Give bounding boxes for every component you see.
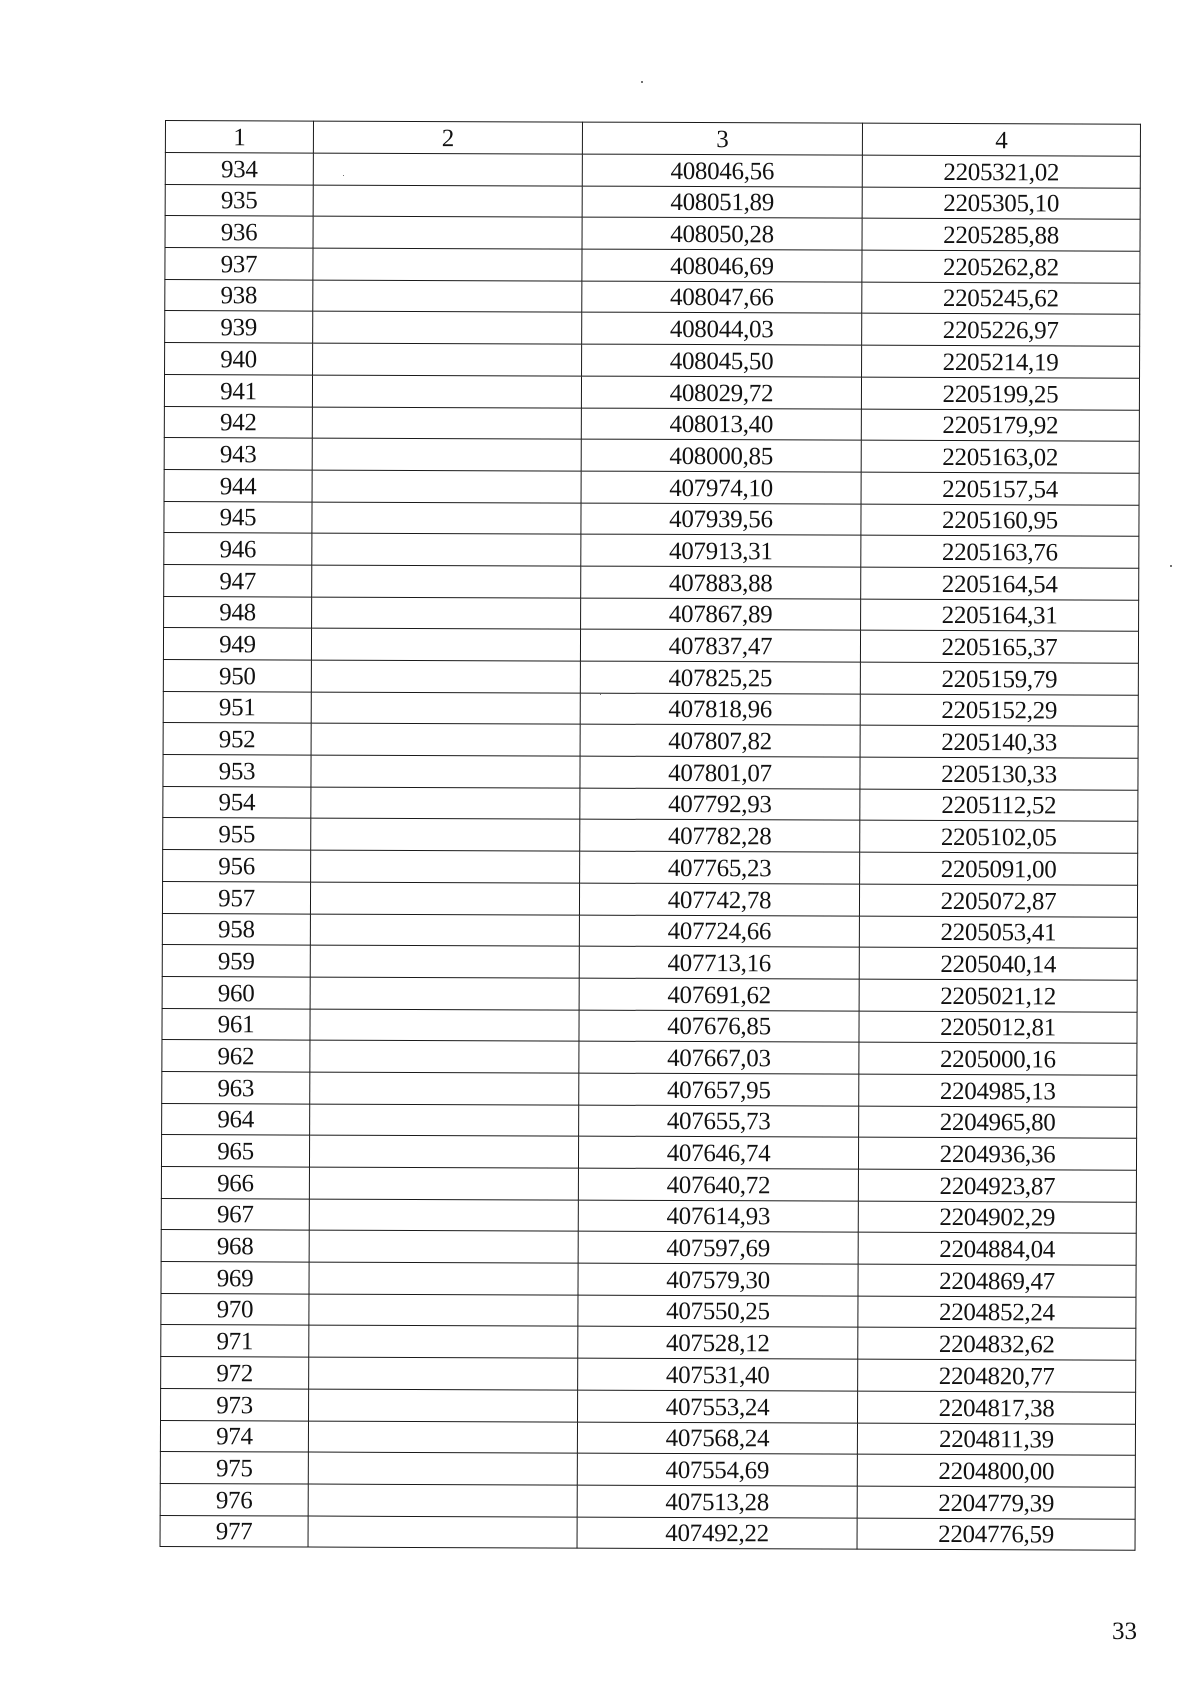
column-2-cell [310,1104,579,1137]
column-2-cell [310,1009,579,1042]
column-2-cell [313,248,582,281]
x-coordinate-cell: 407550,25 [578,1295,858,1328]
y-coordinate-cell: 2205102,05 [860,821,1138,854]
point-number-cell: 937 [165,248,313,280]
table-row [162,881,1137,916]
table-row [163,628,1138,663]
column-2-cell [310,1072,579,1105]
column-2-cell [309,1294,578,1327]
x-coordinate-cell: 407782,28 [580,820,860,853]
y-coordinate-cell: 2204800,00 [857,1454,1135,1487]
column-2-cell [310,977,579,1010]
point-number-cell: 940 [165,343,313,375]
point-number-cell: 939 [165,311,313,343]
y-coordinate-cell: 2204884,04 [858,1233,1136,1266]
table-row [161,1325,1136,1360]
x-coordinate-cell: 407528,12 [578,1327,858,1360]
point-number-cell: 943 [164,438,312,470]
y-coordinate-cell: 2204811,39 [857,1423,1135,1456]
y-coordinate-cell: 2205053,41 [859,916,1137,949]
x-coordinate-cell: 407691,62 [579,978,859,1011]
point-number-cell: 973 [161,1388,309,1420]
table-row [163,691,1138,726]
y-coordinate-cell: 2204852,24 [858,1296,1136,1329]
y-coordinate-cell: 2205164,54 [861,567,1139,600]
point-number-cell: 938 [165,279,313,311]
point-number-cell: 942 [164,406,312,438]
point-number-cell: 966 [161,1166,309,1198]
table-row [165,153,1140,188]
point-number-cell: 946 [164,533,312,565]
y-coordinate-cell: 2205163,76 [861,535,1139,568]
column-2-cell [311,755,580,788]
point-number-cell: 941 [164,374,312,406]
point-number-cell: 975 [160,1452,308,1484]
scan-speck [641,81,643,83]
column-2-cell [308,1452,577,1485]
y-coordinate-cell: 2205285,88 [862,219,1140,252]
column-2-cell [313,185,582,218]
column-2-cell [311,628,580,661]
table-row [161,1388,1136,1423]
point-number-cell: 964 [162,1103,310,1135]
point-number-cell: 953 [163,755,311,787]
column-2-cell [313,343,582,376]
column-2-cell [311,692,580,725]
y-coordinate-cell: 2204776,59 [857,1518,1135,1551]
column-2-cell [309,1230,578,1263]
table-row [163,850,1138,885]
y-coordinate-cell: 2204817,38 [858,1391,1136,1424]
table-row [160,1452,1135,1487]
x-coordinate-cell: 408046,69 [582,249,862,282]
y-coordinate-cell: 2204985,13 [859,1074,1137,1107]
y-coordinate-cell: 2205305,10 [862,187,1140,220]
table-row [162,1040,1137,1075]
y-coordinate-cell: 2205164,31 [861,599,1139,632]
table-row [160,1420,1135,1455]
point-number-cell: 972 [161,1357,309,1389]
y-coordinate-cell: 2205199,25 [861,377,1139,410]
table-row [164,406,1139,441]
column-header: 4 [862,123,1140,156]
table-row [160,1515,1135,1550]
x-coordinate-cell: 407818,96 [580,693,860,726]
y-coordinate-cell: 2205321,02 [862,155,1140,188]
column-2-cell [309,1135,578,1168]
y-coordinate-cell: 2204832,62 [858,1328,1136,1361]
x-coordinate-cell: 408013,40 [581,408,861,441]
table-row [161,1293,1136,1328]
x-coordinate-cell: 407724,66 [579,915,859,948]
coordinates-table-wrapper [160,120,1140,1551]
column-2-cell [311,819,580,852]
x-coordinate-cell: 407614,93 [578,1200,858,1233]
column-2-cell [310,882,579,915]
page-number: 33 [1112,1618,1137,1645]
y-coordinate-cell: 2205214,19 [862,345,1140,378]
table-row [162,913,1137,948]
point-number-cell: 977 [160,1515,308,1547]
table-row [164,533,1139,568]
column-2-cell [309,1167,578,1200]
table-row [164,501,1139,536]
table-body [160,153,1140,1551]
point-number-cell: 945 [164,501,312,533]
x-coordinate-cell: 407792,93 [580,788,860,821]
x-coordinate-cell: 408046,56 [582,154,862,187]
column-2-cell [312,597,581,630]
point-number-cell: 959 [162,945,310,977]
x-coordinate-cell: 408045,50 [582,344,862,377]
column-2-cell [310,1040,579,1073]
table-row [163,755,1138,790]
y-coordinate-cell: 2204936,36 [858,1137,1136,1170]
point-number-cell: 968 [161,1230,309,1262]
x-coordinate-cell: 407837,47 [580,629,860,662]
column-2-cell [308,1421,577,1454]
point-number-cell: 974 [160,1420,308,1452]
x-coordinate-cell: 407676,85 [579,1010,859,1043]
x-coordinate-cell: 408050,28 [582,217,862,250]
table-header-row [165,121,1140,157]
point-number-cell: 962 [162,1040,310,1072]
x-coordinate-cell: 407913,31 [581,534,861,567]
y-coordinate-cell: 2205165,37 [860,630,1138,663]
y-coordinate-cell: 2204923,87 [858,1169,1136,1202]
table-row [161,1230,1136,1265]
table-row [161,1135,1136,1170]
x-coordinate-cell: 407825,25 [580,661,860,694]
y-coordinate-cell: 2205021,12 [859,979,1137,1012]
column-2-cell [313,216,582,249]
y-coordinate-cell: 2205040,14 [859,947,1137,980]
y-coordinate-cell: 2205163,02 [861,440,1139,473]
table-row [162,945,1137,980]
column-2-cell [310,914,579,947]
table-row [160,1483,1135,1518]
point-number-cell: 960 [162,976,310,1008]
point-number-cell: 967 [161,1198,309,1230]
point-number-cell: 969 [161,1262,309,1294]
point-number-cell: 954 [163,786,311,818]
column-2-cell [312,565,581,598]
column-2-cell [312,407,581,440]
table-row [161,1198,1136,1233]
y-coordinate-cell: 2204779,39 [857,1486,1135,1519]
point-number-cell: 956 [163,850,311,882]
x-coordinate-cell: 407939,56 [581,503,861,536]
column-header: 3 [582,122,862,155]
table-row [164,596,1139,631]
column-2-cell [313,312,582,345]
y-coordinate-cell: 2204820,77 [858,1359,1136,1392]
x-coordinate-cell: 407597,69 [578,1231,858,1264]
y-coordinate-cell: 2205130,33 [860,757,1138,790]
column-2-cell [308,1484,577,1517]
x-coordinate-cell: 407807,82 [580,724,860,757]
x-coordinate-cell: 407883,88 [581,566,861,599]
column-2-cell [309,1357,578,1390]
x-coordinate-cell: 408047,66 [582,281,862,314]
y-coordinate-cell: 2205159,79 [860,662,1138,695]
point-number-cell: 958 [162,913,310,945]
y-coordinate-cell: 2205012,81 [859,1011,1137,1044]
column-2-cell [309,1262,578,1295]
table-row [164,564,1139,599]
x-coordinate-cell: 407579,30 [578,1263,858,1296]
y-coordinate-cell: 2205262,82 [862,250,1140,283]
table-row [165,311,1140,346]
x-coordinate-cell: 408051,89 [582,186,862,219]
column-2-cell [312,375,581,408]
x-coordinate-cell: 407667,03 [579,1041,859,1074]
table-row [164,469,1139,504]
y-coordinate-cell: 2204869,47 [858,1264,1136,1297]
column-2-cell [310,945,579,978]
point-number-cell: 965 [161,1135,309,1167]
table-row [163,818,1138,853]
point-number-cell: 955 [163,818,311,850]
y-coordinate-cell: 2205140,33 [860,726,1138,759]
column-2-cell [312,438,581,471]
table-row [165,216,1140,251]
column-header: 1 [165,121,313,154]
x-coordinate-cell: 407765,23 [580,851,860,884]
column-2-cell [309,1199,578,1232]
table-row [161,1357,1136,1392]
point-number-cell: 952 [163,723,311,755]
point-number-cell: 976 [160,1483,308,1515]
point-number-cell: 947 [164,564,312,596]
x-coordinate-cell: 407657,95 [579,1073,859,1106]
column-2-cell [308,1516,577,1549]
table-row [164,374,1139,409]
x-coordinate-cell: 407801,07 [580,756,860,789]
point-number-cell: 949 [163,628,311,660]
y-coordinate-cell: 2205152,29 [860,694,1138,727]
table-row [163,786,1138,821]
coordinates-table [160,120,1141,1551]
point-number-cell: 963 [162,1071,310,1103]
point-number-cell: 971 [161,1325,309,1357]
table-row [162,1008,1137,1043]
table-row [161,1262,1136,1297]
y-coordinate-cell: 2205226,97 [862,314,1140,347]
column-header: 2 [313,121,582,154]
point-number-cell: 970 [161,1293,309,1325]
point-number-cell: 957 [162,881,310,913]
table-row [163,723,1138,758]
x-coordinate-cell: 407531,40 [578,1358,858,1391]
point-number-cell: 961 [162,1008,310,1040]
column-2-cell [312,533,581,566]
column-2-cell [311,723,580,756]
column-2-cell [311,787,580,820]
point-number-cell: 944 [164,469,312,501]
y-coordinate-cell: 2205160,95 [861,504,1139,537]
point-number-cell: 934 [165,153,313,185]
column-2-cell [312,470,581,503]
point-number-cell: 935 [165,184,313,216]
column-2-cell [311,660,580,693]
x-coordinate-cell: 407513,28 [577,1485,857,1518]
table-row [165,184,1140,219]
column-2-cell [309,1325,578,1358]
x-coordinate-cell: 407974,10 [581,471,861,504]
x-coordinate-cell: 407655,73 [579,1105,859,1138]
y-coordinate-cell: 2205157,54 [861,472,1139,505]
x-coordinate-cell: 407646,74 [578,1136,858,1169]
column-2-cell [311,850,580,883]
column-2-cell [313,280,582,313]
column-2-cell [313,153,582,186]
table-row [162,1071,1137,1106]
table-row [162,976,1137,1011]
table-row [165,248,1140,283]
x-coordinate-cell: 408044,03 [582,313,862,346]
x-coordinate-cell: 407554,69 [577,1453,857,1486]
x-coordinate-cell: 407742,78 [579,883,859,916]
table-row [161,1166,1136,1201]
x-coordinate-cell: 408000,85 [581,439,861,472]
y-coordinate-cell: 2204902,29 [858,1201,1136,1234]
x-coordinate-cell: 407713,16 [579,946,859,979]
y-coordinate-cell: 2205245,62 [862,282,1140,315]
point-number-cell: 936 [165,216,313,248]
x-coordinate-cell: 408029,72 [581,376,861,409]
x-coordinate-cell: 407553,24 [578,1390,858,1423]
point-number-cell: 951 [163,691,311,723]
y-coordinate-cell: 2205112,52 [860,789,1138,822]
table-row [165,279,1140,314]
table-row [164,438,1139,473]
table-row [165,343,1140,378]
table-row [162,1103,1137,1138]
point-number-cell: 948 [164,596,312,628]
y-coordinate-cell: 2205072,87 [859,884,1137,917]
y-coordinate-cell: 2205091,00 [860,852,1138,885]
column-2-cell [312,502,581,535]
x-coordinate-cell: 407867,89 [581,598,861,631]
x-coordinate-cell: 407568,24 [577,1422,857,1455]
column-2-cell [309,1389,578,1422]
table-row [163,659,1138,694]
x-coordinate-cell: 407640,72 [578,1168,858,1201]
x-coordinate-cell: 407492,22 [577,1517,857,1550]
scan-speck [1170,565,1172,567]
point-number-cell: 950 [163,659,311,691]
y-coordinate-cell: 2205000,16 [859,1042,1137,1075]
y-coordinate-cell: 2204965,80 [859,1106,1137,1139]
y-coordinate-cell: 2205179,92 [861,409,1139,442]
